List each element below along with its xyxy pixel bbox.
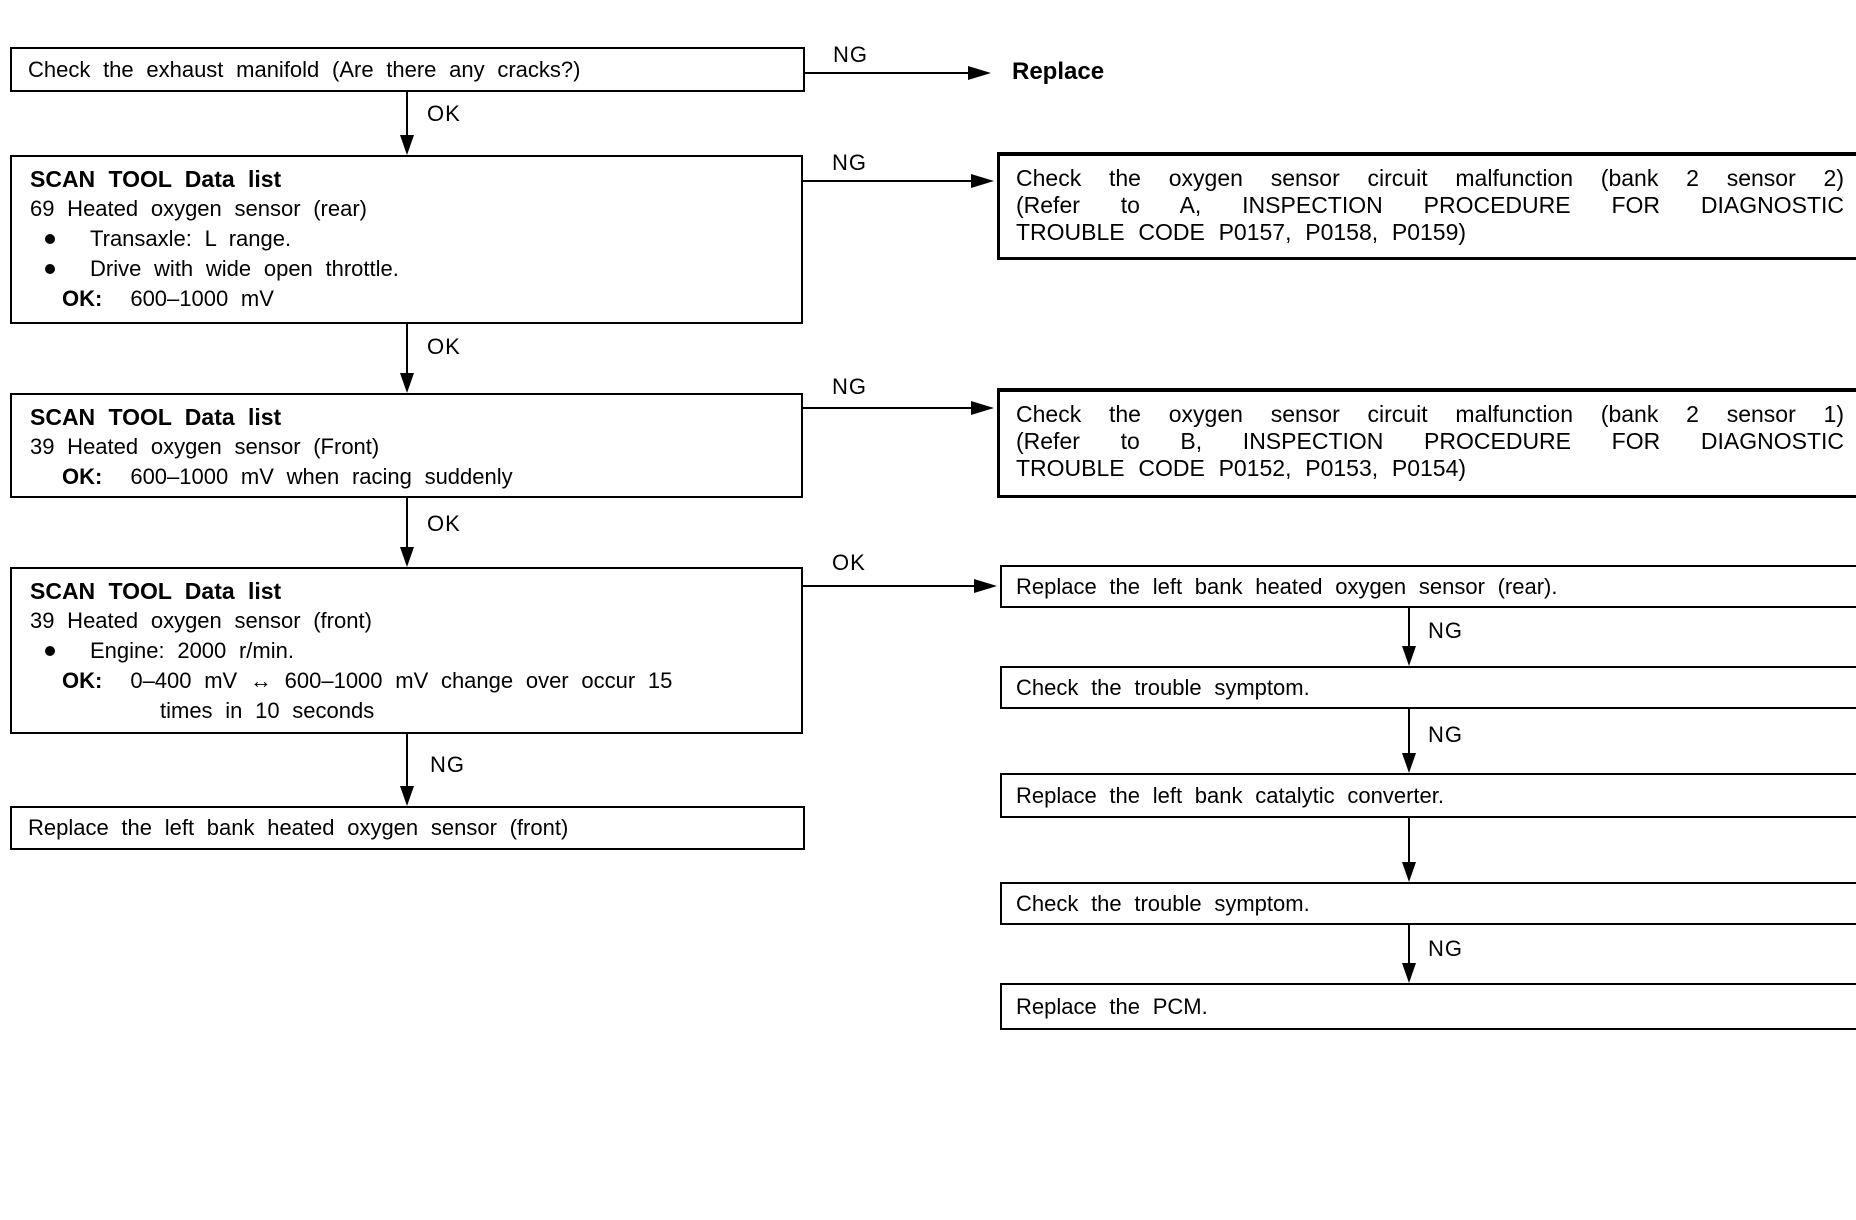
terminal-replace: Replace xyxy=(1012,58,1105,85)
arrowhead-right-icon xyxy=(971,174,994,188)
arrowhead-down-icon xyxy=(1402,646,1416,666)
dtc-line-3: TROUBLE CODE P0152, P0153, P0154) xyxy=(1016,455,1467,481)
node-check-trouble-symptom-2 xyxy=(1000,882,1856,925)
ok-value: 600–1000 mV xyxy=(130,286,274,311)
bullet-text: Engine: 2000 r/min. xyxy=(90,638,294,663)
node-text: Replace the PCM. xyxy=(1016,993,1208,1019)
ok-spec-line xyxy=(12,462,801,492)
scan-tool-title: SCAN TOOL Data list xyxy=(30,166,282,192)
dtc-line-1: Check the oxygen sensor circuit malfunction (bank 2 sensor 2) xyxy=(1016,165,1844,191)
node-replace-pcm xyxy=(1000,983,1856,1030)
arrowhead-down-icon xyxy=(400,373,414,393)
sensor-subtitle: 39 Heated oxygen sensor (Front) xyxy=(30,434,380,459)
edge-label-ok-2: OK xyxy=(427,334,461,359)
node-text: Check the trouble symptom. xyxy=(1016,890,1310,916)
dtc-line-2: (Refer to B, INSPECTION PROCEDURE FOR DIAGNOSTIC xyxy=(1016,428,1844,454)
connector-b1-replace xyxy=(805,72,972,74)
node-replace-front-sensor xyxy=(10,806,805,850)
scan-tool-title: SCAN TOOL Data list xyxy=(30,578,282,604)
node-replace-catalytic-converter xyxy=(1000,773,1856,818)
node-scan-tool-front-racing xyxy=(10,393,803,498)
bullet-icon xyxy=(45,234,55,244)
bullet-text: Transaxle: L range. xyxy=(90,226,292,251)
node-text: Replace the left bank catalytic converter. xyxy=(1016,782,1444,808)
edge-label-ng-c1: NG xyxy=(1428,618,1463,643)
connector-c1-c2 xyxy=(1408,608,1410,648)
connector-b4-chain xyxy=(803,585,977,587)
connector-b2-b3 xyxy=(406,324,408,375)
edge-label-ng-c2: NG xyxy=(1428,722,1463,747)
node-dtc-bank2-sensor2 xyxy=(997,152,1856,260)
node-scan-tool-rear-sensor xyxy=(10,155,803,324)
ok-spec-continuation: times in 10 seconds xyxy=(160,698,375,723)
sensor-subtitle: 39 Heated oxygen sensor (front) xyxy=(30,608,372,633)
bullet-line xyxy=(12,254,801,284)
connector-c3-c4 xyxy=(1408,818,1410,862)
node-check-trouble-symptom-1 xyxy=(1000,666,1856,709)
connector-c4-c5 xyxy=(1408,925,1410,963)
connector-b3-dtc1 xyxy=(803,407,974,409)
edge-label-ng-top: NG xyxy=(833,42,868,67)
dtc-line-1: Check the oxygen sensor circuit malfunction (bank 2 sensor 1) xyxy=(1016,401,1844,427)
arrowhead-down-icon xyxy=(1402,862,1416,882)
node-check-exhaust-manifold xyxy=(10,47,805,92)
arrowhead-down-icon xyxy=(400,547,414,567)
bullet-icon xyxy=(45,646,55,656)
node-scan-tool-front-change xyxy=(10,567,803,734)
arrowhead-right-icon xyxy=(971,401,994,415)
arrowhead-down-icon xyxy=(1402,963,1416,983)
edge-label-ok-1: OK xyxy=(427,101,461,126)
connector-b4-b5 xyxy=(406,734,408,788)
ok-value: 0–400 mV ↔ 600–1000 mV change over occur 15 xyxy=(130,668,673,693)
node-dtc-bank2-sensor1 xyxy=(997,388,1856,498)
edge-label-ng-4: NG xyxy=(430,752,465,777)
node-text: Replace the left bank heated oxygen sensor (rear). xyxy=(1016,573,1558,599)
bullet-line xyxy=(12,636,801,666)
ok-spec-line xyxy=(12,284,801,314)
connector-b3-b4 xyxy=(406,498,408,549)
edge-label-ok-3: OK xyxy=(427,511,461,536)
edge-label-ng-c4: NG xyxy=(1428,936,1463,961)
ok-label: OK: xyxy=(62,668,103,693)
arrowhead-right-icon xyxy=(968,66,991,80)
arrowhead-down-icon xyxy=(400,786,414,806)
connector-b1-b2 xyxy=(406,92,408,137)
dtc-line-3: TROUBLE CODE P0157, P0158, P0159) xyxy=(1016,219,1467,245)
node-replace-rear-sensor xyxy=(1000,565,1856,608)
node-text: Check the exhaust manifold (Are there any cracks?) xyxy=(28,56,581,82)
bullet-line xyxy=(12,224,801,254)
ok-spec-line xyxy=(12,666,801,696)
edge-label-ok-b4: OK xyxy=(832,550,866,575)
arrowhead-down-icon xyxy=(400,135,414,155)
node-text: Replace the left bank heated oxygen sensor (front) xyxy=(28,815,569,840)
arrowhead-down-icon xyxy=(1402,753,1416,773)
bullet-icon xyxy=(45,264,55,274)
arrowhead-right-icon xyxy=(974,579,997,593)
ok-label: OK: xyxy=(62,286,103,311)
ok-label: OK: xyxy=(62,464,103,489)
dtc-line-2: (Refer to A, INSPECTION PROCEDURE FOR DIAGNOSTIC xyxy=(1016,192,1844,218)
ok-value: 600–1000 mV when racing suddenly xyxy=(130,464,513,489)
bullet-text: Drive with wide open throttle. xyxy=(90,256,399,281)
edge-label-ng-b3: NG xyxy=(832,374,867,399)
node-text: Check the trouble symptom. xyxy=(1016,674,1310,700)
connector-b2-dtc2 xyxy=(803,180,974,182)
connector-c2-c3 xyxy=(1408,709,1410,753)
sensor-subtitle: 69 Heated oxygen sensor (rear) xyxy=(30,196,368,221)
edge-label-ng-b2: NG xyxy=(832,150,867,175)
scan-tool-title: SCAN TOOL Data list xyxy=(30,404,282,430)
